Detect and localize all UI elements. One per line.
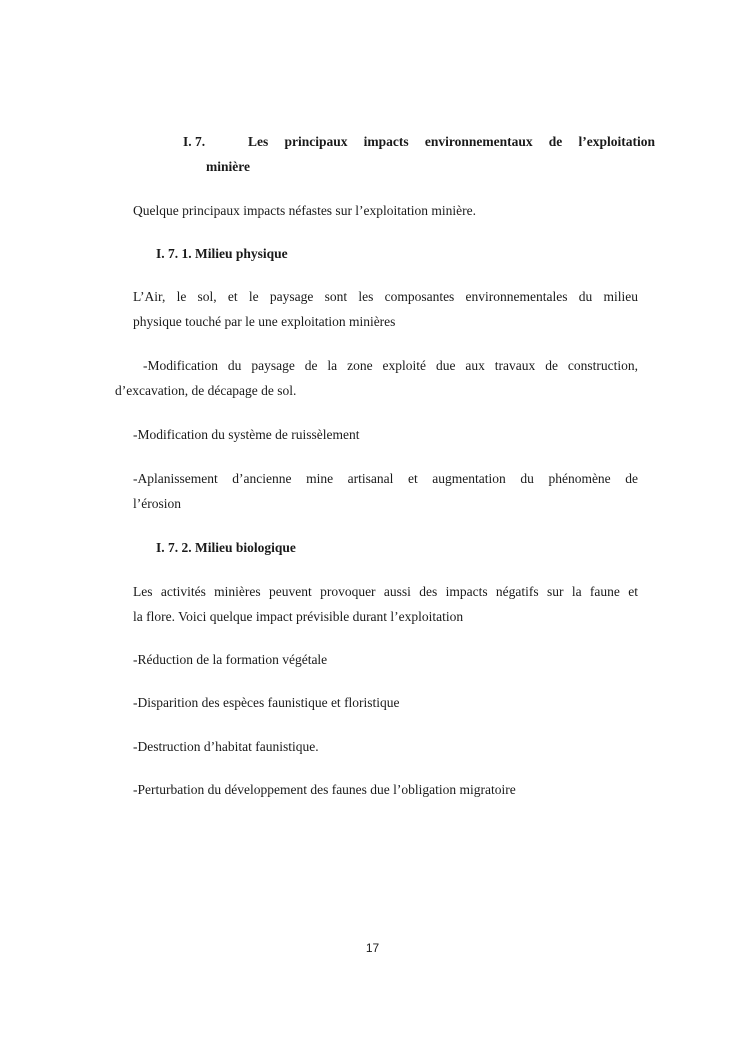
section-number: I. 7. <box>183 134 206 149</box>
biologique-item-2: -Disparition des espèces faunistique et floristique <box>133 695 400 710</box>
subsection-heading-physique: I. 7. 1. Milieu physique <box>156 246 288 261</box>
physique-paragraph: L’Air, le sol, et le paysage sont les composantes environnementales du milieu <box>133 289 638 304</box>
subsection-heading-biologique: I. 7. 2. Milieu biologique <box>156 540 296 555</box>
physique-item-3: -Aplanissement d’ancienne mine artisanal et augmentation du phénomène de <box>133 471 638 486</box>
physique-item-1-continued: d’excavation, de décapage de sol. <box>115 383 297 398</box>
biologique-paragraph: Les activités minières peuvent provoquer aussi des impacts négatifs sur la faune et <box>133 584 638 599</box>
physique-paragraph-continued: physique touché par le une exploitation minières <box>133 314 396 329</box>
physique-item-3-continued: l’érosion <box>133 496 181 511</box>
biologique-item-3: -Destruction d’habitat faunistique. <box>133 739 319 754</box>
biologique-paragraph-continued: la flore. Voici quelque impact prévisible durant l’exploitation <box>133 609 464 624</box>
biologique-item-1: -Réduction de la formation végétale <box>133 652 328 667</box>
physique-item-1: -Modification du paysage de la zone exploité due aux travaux de construction, <box>143 358 638 373</box>
section-title: Les principaux impacts environnementaux de l’exploitation <box>248 134 655 149</box>
biologique-item-4: -Perturbation du développement des faunes due l’obligation migratoire <box>133 782 516 797</box>
page-number: 17 <box>365 941 380 955</box>
section-title-continued: minière <box>206 159 250 174</box>
intro-text: Quelque principaux impacts néfastes sur l’exploitation minière. <box>133 203 477 218</box>
physique-item-2: -Modification du système de ruissèlement <box>133 427 360 442</box>
